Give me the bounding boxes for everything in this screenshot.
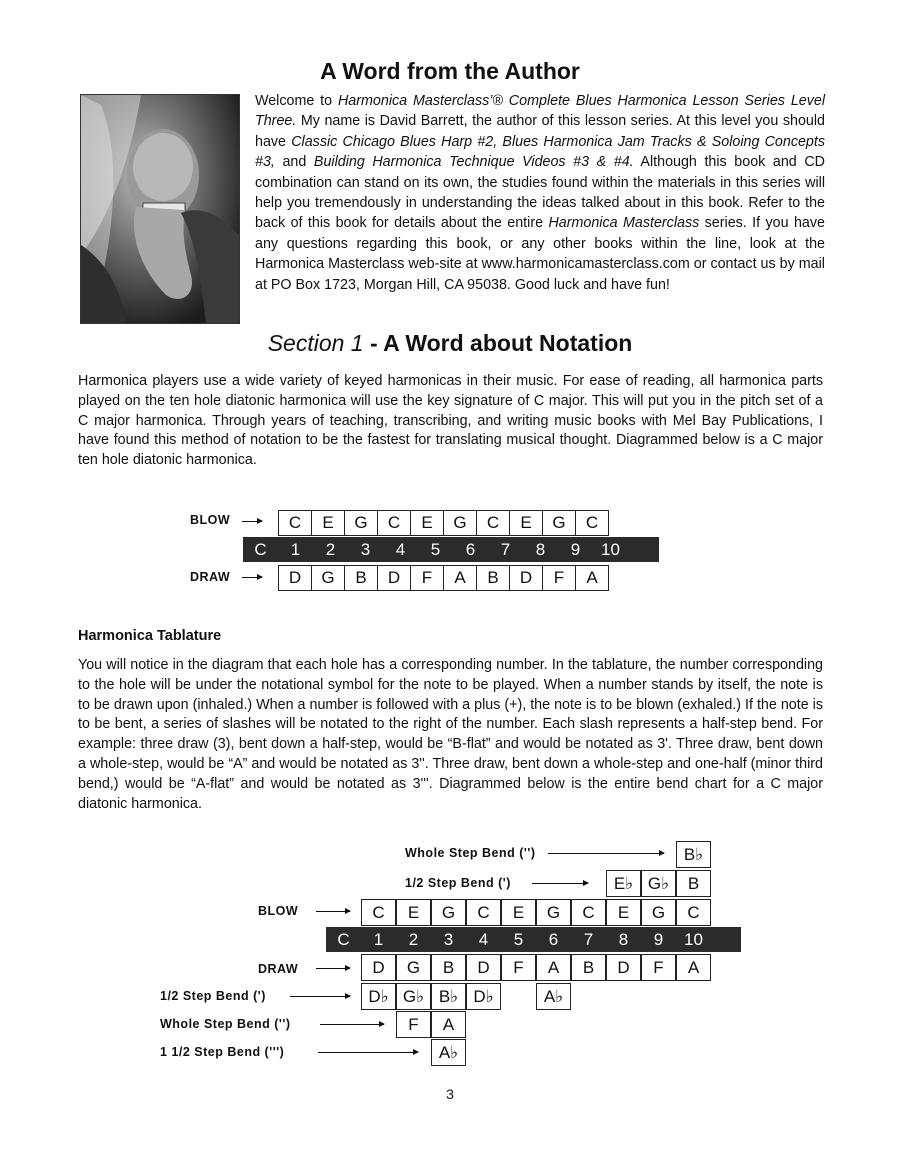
draw-half-step-arrow bbox=[290, 996, 350, 997]
draw-note-cell: F bbox=[641, 954, 676, 981]
draw-whole-bend-cell: A bbox=[431, 1011, 466, 1038]
draw-arrow bbox=[316, 968, 350, 969]
section-label: Section 1 bbox=[267, 330, 364, 356]
blow-note-cell: C bbox=[571, 899, 606, 926]
draw-note-cell: A bbox=[676, 954, 711, 981]
hole-number: 7 bbox=[583, 929, 594, 949]
draw-note-cell: B bbox=[571, 954, 606, 981]
hole-number: 7 bbox=[500, 539, 511, 559]
blow-note-cell: G bbox=[443, 510, 477, 536]
hole-number: 9 bbox=[653, 929, 664, 949]
draw-note-cell: F bbox=[410, 565, 444, 591]
blow-half-bend-cell: B bbox=[676, 870, 711, 897]
blow-note-cell: C bbox=[466, 899, 501, 926]
blow-note-cell: C bbox=[476, 510, 510, 536]
intro-paragraph bbox=[255, 91, 825, 295]
blow-arrow bbox=[242, 521, 262, 522]
hole-numbers bbox=[278, 540, 628, 560]
tablature-heading: Harmonica Tablature bbox=[78, 628, 222, 644]
blow-note-cell: E bbox=[501, 899, 536, 926]
bend-hole-numbers bbox=[361, 930, 711, 950]
draw-half-bend-cell: B♭ bbox=[431, 983, 466, 1010]
intro-run: Classic Chicago Blues Harp #2, Blues Harmonica Jam Tracks & Soloing Concepts #3, bbox=[255, 133, 825, 171]
draw-note-cell: G bbox=[311, 565, 345, 591]
page-title: A Word from the Author bbox=[320, 58, 580, 84]
hole-number: 3 bbox=[443, 929, 454, 949]
draw-note-cell: D bbox=[278, 565, 312, 591]
author-photo-image bbox=[81, 95, 239, 323]
blow-note-cell: G bbox=[542, 510, 576, 536]
hole-number: 2 bbox=[325, 539, 336, 559]
blow-half-bend-cell: G♭ bbox=[641, 870, 676, 897]
blow-arrow bbox=[316, 911, 350, 912]
bend-key-label: C bbox=[337, 929, 350, 949]
hole-number: 1 bbox=[373, 929, 384, 949]
blow-note-cell: G bbox=[431, 899, 466, 926]
blow-note-cell: E bbox=[410, 510, 444, 536]
section-title: - A Word about Notation bbox=[363, 330, 633, 356]
blow-note-cell: G bbox=[641, 899, 676, 926]
draw-note-cell: D bbox=[606, 954, 641, 981]
draw-note-cell: D bbox=[466, 954, 501, 981]
section-heading bbox=[240, 330, 660, 357]
hole-number: 4 bbox=[395, 539, 406, 559]
intro-run: and bbox=[274, 154, 314, 171]
hole-number: 6 bbox=[465, 539, 476, 559]
draw-note-cell: D bbox=[377, 565, 411, 591]
draw-whole-step-arrow bbox=[320, 1024, 384, 1025]
intro-run: Harmonica Masterclass’® Complete Blues Harmonica Lesson Series Level Three. bbox=[255, 93, 825, 130]
draw-note-cell: D bbox=[509, 565, 543, 591]
hole-number: 10 bbox=[684, 929, 703, 949]
draw-onehalf-step-arrow bbox=[318, 1052, 418, 1053]
blow-half-bend-cell: E♭ bbox=[606, 870, 641, 897]
blow-note-cell: C bbox=[361, 899, 396, 926]
draw-whole-step-label: Whole Step Bend ('') bbox=[160, 1017, 291, 1031]
draw-note-cell: A bbox=[575, 565, 609, 591]
hole-bar bbox=[243, 537, 659, 562]
blow-note-cell: E bbox=[509, 510, 543, 536]
intro-run: Welcome to bbox=[255, 93, 338, 109]
hole-number: 10 bbox=[601, 539, 620, 559]
draw-note-cell: D bbox=[361, 954, 396, 981]
draw-half-bend-cell: G♭ bbox=[396, 983, 431, 1010]
author-photo bbox=[80, 94, 240, 324]
tablature-paragraph: You will notice in the diagram that each hole has a corresponding number. In the tablature, the number corresponding to the hole will be under the notational symbol for the note to be played. When a number stands by itself, the note is to be drawn upon (inhaled.) When a number is followed with a plus (+), the note is to be blown (exhaled.) If the note is to be bent, a series of slashes will be notated to the right of the number. Each slash represents a half-step bend. For example: three draw (3), bent down a half-step, would be “B-flat” and would be notated as 3'. Three draw, bent down a whole-step, would be “A” and would be notated as 3''. Three draw, bent down a whole-step and one-half (minor third bend,) would be “A-flat” and would be notated as 3'''. Diagrammed below is the entire bend chart for a C major diatonic harmonica. bbox=[78, 657, 823, 812]
blow-note-cell: C bbox=[676, 899, 711, 926]
draw-onehalf-step-label: 1 1/2 Step Bend (''') bbox=[160, 1045, 285, 1059]
blow-row bbox=[278, 510, 608, 536]
blow-note-cell: C bbox=[278, 510, 312, 536]
hole-number: 2 bbox=[408, 929, 419, 949]
blow-note-cell: E bbox=[311, 510, 345, 536]
intro-run: Building Harmonica Technique Videos #3 & #4. bbox=[313, 154, 634, 171]
draw-label: DRAW bbox=[258, 962, 299, 976]
intro-run: My name is David Barrett, the author of this lesson series. At this level you should have bbox=[255, 113, 825, 150]
draw-label: DRAW bbox=[190, 570, 231, 584]
blow-note-cell: E bbox=[396, 899, 431, 926]
intro-run: Harmonica Masterclass bbox=[548, 215, 700, 232]
draw-half-bend-cell: A♭ bbox=[536, 983, 571, 1010]
draw-arrow bbox=[242, 577, 262, 578]
notation-paragraph: Harmonica players use a wide variety of keyed harmonicas in their music. For ease of reading, all harmonica parts played on the ten hole diatonic harmonica will use the key signature of C major. This will put you in the pitch set of a C major harmonica. Through years of teaching, transcribing, and writing music books with Mel Bay Publications, I have found this method of notation to be the fastest for translating musical thought. Diagrammed below is a C major ten hole diatonic harmonica. bbox=[78, 373, 823, 469]
blow-label: BLOW bbox=[258, 904, 299, 918]
draw-half-bend-cell: D♭ bbox=[466, 983, 501, 1010]
blow-whole-bend-cell: B♭ bbox=[676, 841, 711, 868]
blow-note-cell: G bbox=[344, 510, 378, 536]
draw-note-cell: B bbox=[476, 565, 510, 591]
draw-row bbox=[278, 565, 608, 591]
draw-half-bend-cell: D♭ bbox=[361, 983, 396, 1010]
draw-note-cell: A bbox=[443, 565, 477, 591]
page-number: 3 bbox=[446, 1086, 454, 1102]
hole-number: 5 bbox=[430, 539, 441, 559]
hole-number: 5 bbox=[513, 929, 524, 949]
draw-note-cell: F bbox=[501, 954, 536, 981]
intro-run: Although this book and CD combination can stand on its own, the studies found within the materials in this series will help you tremendously in understanding the ideas talked about in this book. Refer to the back of this book for details about the entire bbox=[255, 154, 825, 232]
hole-number: 8 bbox=[535, 539, 546, 559]
hole-number: 1 bbox=[290, 539, 301, 559]
blow-whole-step-arrow bbox=[548, 853, 664, 854]
draw-note-cell: G bbox=[396, 954, 431, 981]
blow-half-step-label: 1/2 Step Bend (') bbox=[405, 876, 511, 890]
hole-number: 4 bbox=[478, 929, 489, 949]
draw-note-cell: B bbox=[431, 954, 466, 981]
blow-note-cell: G bbox=[536, 899, 571, 926]
draw-note-cell: B bbox=[344, 565, 378, 591]
hole-number: 3 bbox=[360, 539, 371, 559]
blow-note-cell: C bbox=[377, 510, 411, 536]
draw-note-cell: A bbox=[536, 954, 571, 981]
hole-number: 8 bbox=[618, 929, 629, 949]
blow-label: BLOW bbox=[190, 513, 231, 527]
blow-note-cell: E bbox=[606, 899, 641, 926]
intro-run: series. If you have any questions regarding this book, or any other books within the line, look at the Harmonica Masterclass web-site at www.harmonicamasterclass.com or contact us by mail at PO Box 1723, Morgan Hill, CA 95038. Good luck and have fun! bbox=[255, 215, 825, 293]
draw-note-cell: F bbox=[542, 565, 576, 591]
draw-whole-bend-cell: F bbox=[396, 1011, 431, 1038]
bend-hole-bar bbox=[326, 927, 741, 952]
blow-half-step-arrow bbox=[532, 883, 588, 884]
hole-number: 9 bbox=[570, 539, 581, 559]
blow-whole-step-label: Whole Step Bend ('') bbox=[405, 846, 536, 860]
draw-half-step-label: 1/2 Step Bend (') bbox=[160, 989, 266, 1003]
draw-onehalf-bend-cell: A♭ bbox=[431, 1039, 466, 1066]
hole-number: 6 bbox=[548, 929, 559, 949]
blow-note-cell: C bbox=[575, 510, 609, 536]
key-label: C bbox=[254, 539, 267, 559]
